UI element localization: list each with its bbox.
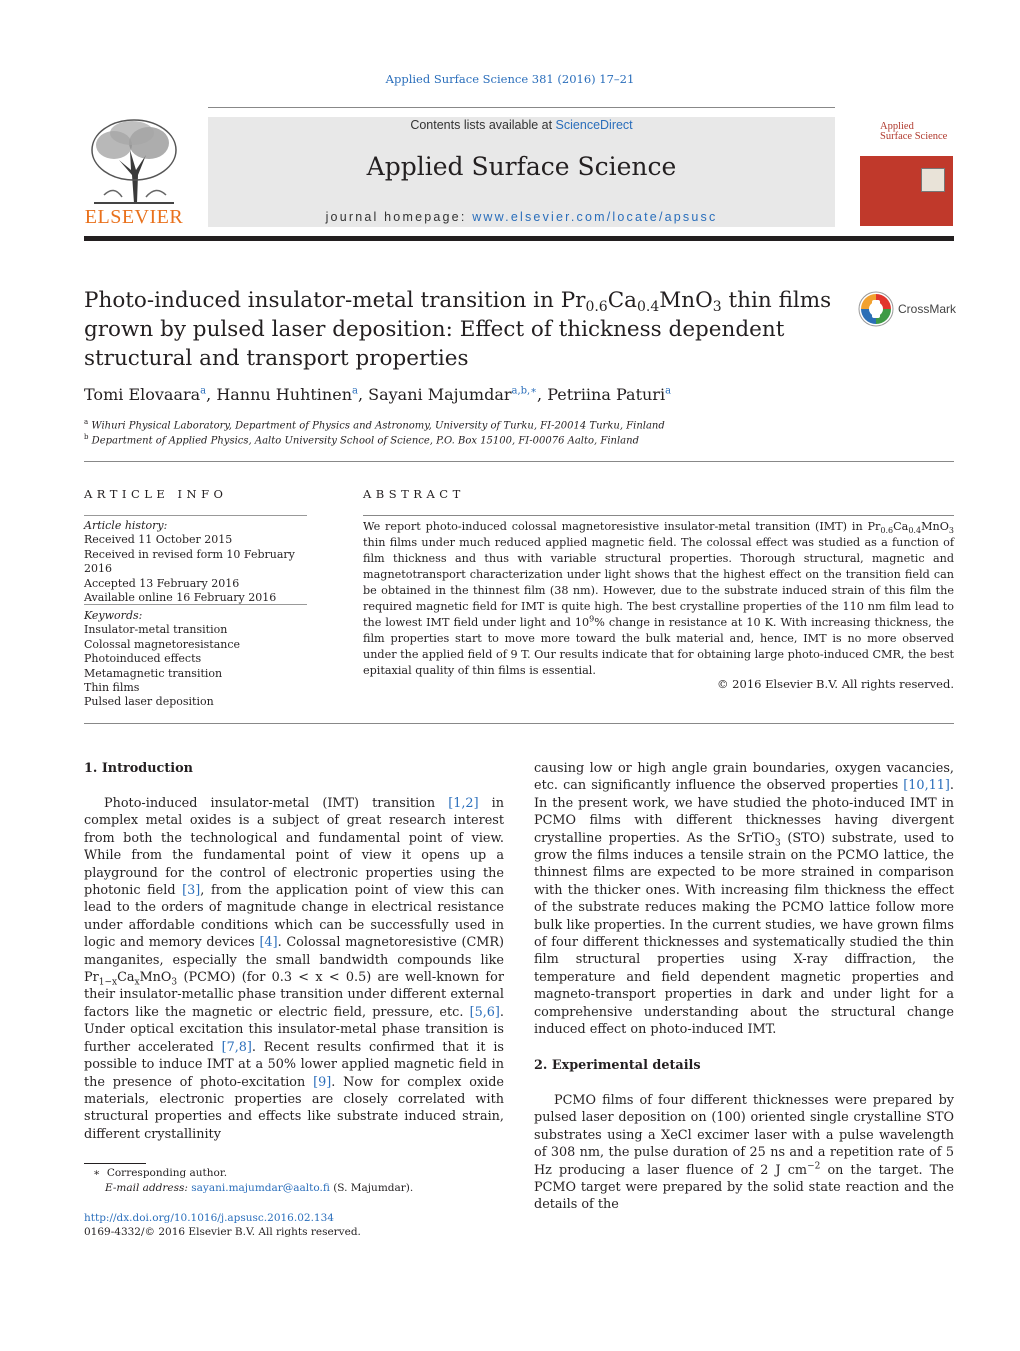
body-text: in complex metal oxides is a subject of great research interest from both the technological and fundamental point of view. While from the fundamental point of view it opens up a playground for the control of electronic properties using the photonic field: [84, 796, 504, 899]
article-history: [84, 519, 314, 605]
keyword: Photoinduced effects: [84, 652, 202, 666]
author-affiliation-mark[interactable]: a: [352, 385, 358, 397]
header-top-rule: [208, 107, 835, 108]
reference-link[interactable]: [5,6]: [469, 1004, 500, 1020]
article-info-rule: [84, 515, 307, 516]
abstract-heading: ABSTRACT: [363, 487, 465, 501]
contents-line: [208, 118, 835, 132]
title-text: thin films: [721, 288, 832, 313]
body-text: , from the application point of view this can lead to the orders of magnitude change in electrical resistance under affordable conditions which can be successfully used in logic and memory devices: [84, 883, 505, 951]
journal-title: Applied Surface Science: [366, 152, 677, 181]
contents-prefix: Contents lists available at: [410, 118, 556, 132]
journal-cover-graphic: [921, 168, 945, 192]
title-subscript: 3: [712, 299, 722, 315]
header-bottom-rule: [84, 236, 954, 241]
crossmark-label[interactable]: CrossMark: [898, 302, 957, 316]
affiliation-text: Wihuri Physical Laboratory, Department of Physics and Astronomy, University of Turku, FI-20014 Turku, Finland: [91, 420, 665, 432]
body-text: . Recent results confirmed that it is possible to induce IMT at a 50% lower applied magnetic field in the presence of photo-excitation: [84, 1039, 504, 1090]
cover-title-line1: Applied: [880, 121, 914, 132]
affiliation-text: Department of Applied Physics, Aalto University School of Science, P.O. Box 15100, FI-00076 Aalto, Finland: [91, 435, 639, 447]
abstract-text: % change in resistance at 10 K. With increasing thickness, the film properties start to move more toward the bulk material and, hence, IMT is no more observed under the applied field of 9 T. Our results indicate that for obtaining large photo-induced CMR, the best epitaxial quality of thin films is essential.: [363, 616, 955, 677]
abstract-copyright: © 2016 Elsevier B.V. All rights reserved.: [717, 677, 954, 691]
title-text: Photo-induced insulator-metal transition in Pr: [84, 288, 586, 313]
title-line-1: [84, 286, 844, 315]
history-label: Article history:: [84, 519, 168, 532]
title-line-3: structural and transport properties: [84, 346, 469, 371]
body-text: (PCMO) (for 0.3 < x < 0.5) are well-known for their insulator-metallic phase transition under different external factors like the magnetic or electric field, pressure, etc.: [84, 970, 504, 1020]
body-subscript: 3: [774, 838, 781, 849]
keyword: Insulator-metal transition: [84, 623, 228, 637]
accepted-date: Accepted 13 February 2016: [84, 576, 240, 590]
journal-citation[interactable]: Applied Surface Science 381 (2016) 17–21: [385, 72, 635, 86]
abstract-text: thin films under much reduced applied magnetic field. The colossal effect was studied as a function of film thickness and thus with variable structural properties. Thorough structural, magnetic and magnetotransport characterization under light shows that the highest effect on the transition field can be obtained in the thinnest film (38 nm). However, due to the substrate induced strain of this film the required magnetic field for IMT is quite high. The best crystalline properties of the 110 nm film lead to the lowest IMT field under light and 10: [363, 536, 954, 629]
body-text: causing low or high angle grain boundaries, oxygen vacancies, etc. can significantly influence the observed properties: [534, 761, 954, 794]
section-heading-experimental: 2. Experimental details: [534, 1058, 701, 1073]
reference-link[interactable]: [1,2]: [448, 796, 479, 811]
article-info-heading: ARTICLE INFO: [84, 487, 228, 501]
reference-link[interactable]: [7,8]: [221, 1039, 252, 1055]
reference-link[interactable]: [10,11]: [903, 778, 950, 794]
affiliation-b: [84, 433, 639, 446]
author-name[interactable]: Hannu Huhtinen: [216, 385, 352, 404]
abstract-subscript: 0.4: [908, 526, 922, 536]
abstract-text: Ca: [893, 520, 909, 533]
affiliation-label: b: [84, 433, 89, 441]
journal-homepage: [208, 210, 835, 224]
body-text: . In the present work, we have studied the photo-induced IMT in PCMO films with different thicknesses having divergent crystalline properties. As the SrTiO: [534, 778, 954, 846]
paper-title: [84, 286, 844, 373]
body-text: . Colossal magnetoresistive (CMR) manganites, especially the small bandwidth compounds like Pr: [84, 935, 505, 986]
homepage-prefix: journal homepage:: [325, 210, 473, 224]
received-date: Received 11 October 2015: [84, 533, 233, 547]
revised-date: Received in revised form 10 February 2016: [84, 547, 295, 576]
abstract-superscript: 9: [589, 614, 595, 624]
section-heading-introduction: 1. Introduction: [84, 761, 193, 776]
abstract-rule: [363, 515, 954, 516]
footnote-rule: [84, 1163, 146, 1164]
author-affiliation-mark[interactable]: a: [200, 385, 207, 397]
author-name[interactable]: Sayani Majumdar: [368, 385, 512, 404]
corresponding-author-note: [93, 1167, 227, 1179]
author-name[interactable]: Petriina Paturi: [547, 385, 666, 404]
intro-paragraph: [84, 795, 504, 1143]
affiliation-label: a: [84, 418, 89, 426]
crossmark-icon[interactable]: [858, 291, 894, 327]
author-affiliation-mark[interactable]: a,b,∗: [511, 385, 538, 397]
abstract-body: [363, 519, 954, 679]
body-text: PCMO films of four different thicknesses were prepared by pulsed laser deposition on (100) oriented single crystalline STO substrates using a XeCl excimer laser with a pulse wavelength of 308 nm, the pulse duration of 25 ns and a repetition rate of 5 Hz producing a laser fluence of 2 J cm: [534, 1093, 954, 1178]
online-date: Available online 16 February 2016: [84, 591, 277, 605]
body-text: on the target. The PCMO target were prepared by the solid state reaction and the details of the: [534, 1162, 954, 1213]
body-text: . Under optical excitation this insulator-metal phase transition is further accelerated: [84, 1004, 504, 1055]
homepage-link[interactable]: www.elsevier.com/locate/apsusc: [472, 210, 718, 224]
body-text: MnO: [139, 970, 172, 986]
title-line-2: grown by pulsed laser deposition: Effect of thickness dependent: [84, 317, 785, 342]
section-divider: [84, 723, 954, 724]
keywords-block: [84, 609, 314, 710]
title-subscript: 0.6: [585, 299, 608, 315]
body-superscript: −2: [807, 1161, 821, 1172]
body-text: Photo-induced insulator-metal (IMT) transition: [104, 796, 449, 811]
abstract-subscript: 3: [948, 526, 954, 536]
keyword: Thin films: [84, 681, 140, 695]
email-note: [105, 1182, 413, 1194]
keyword: Metamagnetic transition: [84, 666, 223, 680]
cover-title-line2: Surface Science: [880, 131, 948, 142]
abstract-subscript: 0.6: [880, 526, 894, 536]
abstract-text: MnO: [921, 520, 949, 533]
section-divider: [84, 461, 954, 462]
body-text: (STO) substrate, used to grow the films induces a tensile strain on the PCMO lattice, the thinnest films are expected to be more strained in comparison with the thicker ones. With increasing film thickness the effect of the substrate reduces making the PCMO lattice follow more bulk like properties. In the current studies, we have grown films of four different thicknesses and systematically studied the thin film structural properties using X-ray diffraction, the temperature and field dependent magnetic properties and magneto-transport properties in dark and under light for a comprehensive understanding about the structural change induced effect on photo-induced IMT.: [534, 830, 954, 1038]
body-text: . Now for complex oxide materials, electronic properties are closely correlated with structural properties and effects like substrate induced strain, different crystallinity: [84, 1074, 504, 1142]
email-label: E-mail address:: [105, 1182, 192, 1194]
keywords-label: Keywords:: [84, 609, 143, 622]
elsevier-wordmark: ELSEVIER: [84, 206, 184, 228]
abstract-text: We report photo-induced colossal magnetoresistive insulator-metal transition (IMT) in Pr: [363, 520, 881, 533]
experimental-paragraph: [534, 1092, 954, 1214]
title-subscript: 0.4: [637, 299, 660, 315]
reference-link[interactable]: [9]: [313, 1074, 332, 1090]
doi-url[interactable]: http://dx.doi.org/10.1016/j.apsusc.2016.02.134: [84, 1212, 334, 1224]
email-link[interactable]: sayani.majumdar@aalto.fi: [191, 1182, 330, 1194]
journal-cover-title: [880, 122, 947, 142]
author-affiliation-mark[interactable]: a: [665, 385, 672, 397]
author-list: Tomi Elovaara$^a$, Hannu Huhtinen$^a$, Sayani Majumdar$^{a,b,∗}$, Petriina Paturi$^a$: [84, 385, 672, 404]
body-text: Ca: [117, 970, 135, 986]
body-subscript: 1−x: [98, 977, 118, 988]
issn-line: 0169-4332/© 2016 Elsevier B.V. All rights reserved.: [84, 1226, 361, 1238]
footnote-star: ∗: [93, 1167, 101, 1179]
sciencedirect-link[interactable]: ScienceDirect: [555, 118, 633, 132]
email-owner: (S. Majumdar).: [329, 1182, 414, 1194]
reference-link[interactable]: [3]: [182, 883, 201, 899]
affiliation-a: [84, 418, 665, 431]
body-subscript: x: [134, 977, 140, 988]
body-subscript: 3: [171, 977, 178, 988]
title-text: MnO: [659, 288, 713, 313]
keyword: Pulsed laser deposition: [84, 695, 214, 709]
keywords-rule: [84, 604, 307, 605]
author-name[interactable]: Tomi Elovaara: [84, 385, 201, 404]
doi-link[interactable]: [84, 1212, 334, 1224]
intro-continuation: [534, 760, 954, 1039]
keyword: Colossal magnetoresistance: [84, 637, 241, 651]
title-text: Ca: [607, 288, 637, 313]
footnote-text: Corresponding author.: [106, 1167, 228, 1179]
reference-link[interactable]: [4]: [259, 935, 278, 951]
